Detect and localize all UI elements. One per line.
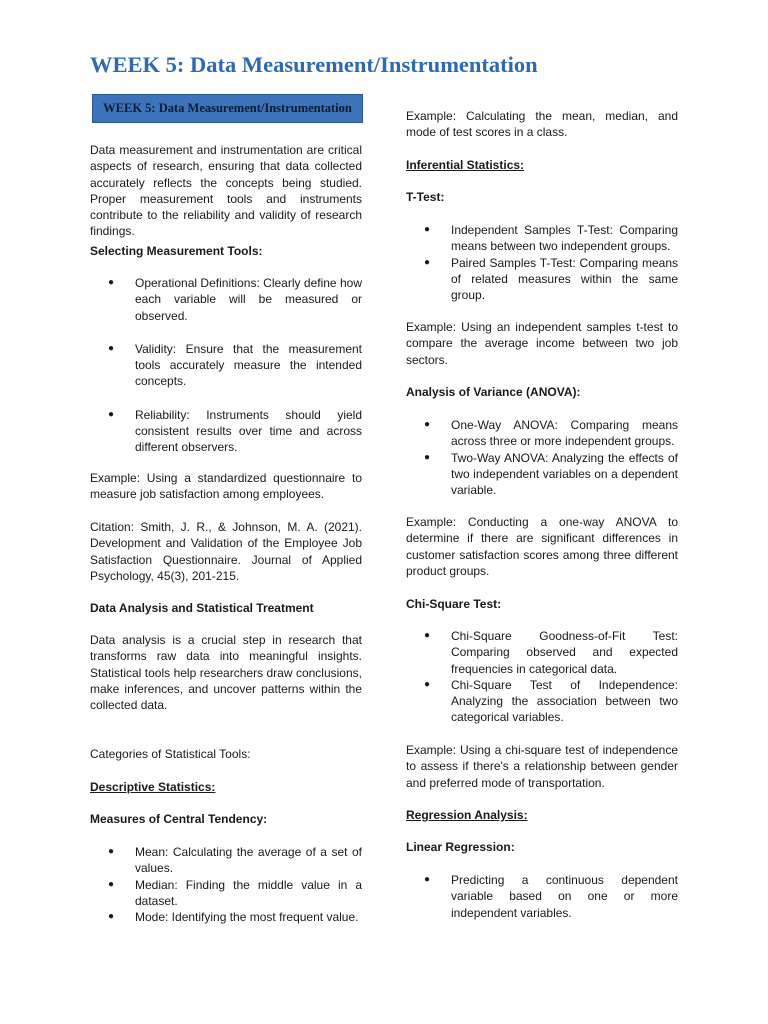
page-title: WEEK 5: Data Measurement/Instrumentation — [90, 52, 538, 77]
chi-square-example-paragraph: Example: Using a chi-square test of independence to assess if there's a relationship between gender and preferred mode of transportation. — [406, 743, 678, 790]
ttest-heading: T-Test: — [406, 190, 445, 204]
list-item: ● Independent Samples T-Test: Comparing means between two independent groups. — [424, 223, 678, 254]
central-tendency-list — [90, 844, 362, 925]
bullet-icon: ● — [424, 678, 431, 690]
linear-regression-heading: Linear Regression: — [406, 840, 515, 854]
bullet-icon: ● — [424, 224, 431, 235]
example-paragraph: Example: Using a standardized questionnaire to measure job satisfaction among employees. — [90, 471, 362, 502]
anova-list — [406, 417, 678, 498]
list-item: ● Reliability: Instruments should yield consistent results over time and across different observers. — [108, 407, 362, 455]
regression-heading: Regression Analysis: — [406, 808, 528, 822]
list-item: ● Paired Samples T-Test: Comparing means of related measures within the same group. — [424, 255, 678, 303]
list-item: ● Median: Finding the middle value in a dataset. — [108, 877, 362, 908]
chi-square-heading: Chi-Square Test: — [406, 597, 502, 611]
bullet-icon: ● — [108, 911, 115, 923]
central-example-paragraph: Example: Calculating the mean, median, and mode of test scores in a class. — [406, 109, 678, 140]
list-item: ● Two-Way ANOVA: Analyzing the effects of two independent variables on a dependent variable. — [424, 450, 678, 498]
ttest-example-paragraph: Example: Using an independent samples t-test to compare the average income between two job sectors. — [406, 320, 678, 367]
central-tendency-heading: Measures of Central Tendency: — [90, 812, 268, 826]
list-item: ● One-Way ANOVA: Comparing means across three or more independent groups. — [424, 418, 678, 449]
selecting-tools-list — [90, 275, 362, 456]
bullet-icon: ● — [108, 342, 115, 354]
ttest-list — [406, 222, 678, 303]
list-item: ● Operational Definitions: Clearly define how each variable will be measured or observed. — [108, 276, 362, 323]
intro-paragraph: Data measurement and instrumentation are critical aspects of research, ensuring that data collected accurately reflects the concepts being studied. Proper measurement tools and instruments contribute to the reliability and validity of research findings. — [90, 143, 362, 239]
bullet-icon: ● — [108, 277, 115, 288]
bullet-icon: ● — [424, 874, 431, 885]
list-item: ● Chi-Square Test of Independence: Analyzing the association between two categorical variables. — [424, 677, 678, 725]
bullet-icon: ● — [108, 878, 115, 890]
bullet-icon: ● — [108, 846, 115, 857]
banner-text: WEEK 5: Data Measurement/Instrumentation — [103, 101, 352, 115]
bullet-icon: ● — [108, 408, 115, 420]
inferential-heading: Inferential Statistics: — [406, 158, 525, 172]
list-item: ● Mean: Calculating the average of a set of values. — [108, 845, 362, 876]
list-item: ● Predicting a continuous dependent variable based on one or more independent variables. — [424, 873, 678, 920]
linear-regression-list — [406, 872, 678, 921]
list-item: ● Chi-Square Goodness-of-Fit Test: Comparing observed and expected frequencies in categorical data. — [424, 629, 678, 676]
list-item: ● Mode: Identifying the most frequent value. — [108, 910, 359, 925]
list-item: ● Validity: Ensure that the measurement tools accurately measure the intended concepts. — [108, 341, 362, 389]
chi-square-list — [406, 628, 678, 726]
anova-example-paragraph: Example: Conducting a one-way ANOVA to determine if there are significant differences in customer satisfaction scores among three different product groups. — [406, 515, 678, 578]
bullet-icon: ● — [424, 419, 431, 430]
anova-heading: Analysis of Variance (ANOVA): — [406, 385, 581, 399]
selecting-tools-heading: Selecting Measurement Tools: — [90, 244, 263, 258]
analysis-paragraph: Data analysis is a crucial step in research that transforms raw data into meaningful insights. Statistical tools help researchers draw conclusions, make inferences, and uncover patterns within the collected data. — [90, 633, 362, 713]
categories-label: Categories of Statistical Tools: — [90, 747, 251, 761]
citation-paragraph: Citation: Smith, J. R., & Johnson, M. A. (2021). Development and Validation of the Employee Job Satisfaction Questionnaire. Journal of Applied Psychology, 45(3), 201-215. — [90, 520, 362, 583]
descriptive-heading: Descriptive Statistics: — [90, 780, 216, 794]
analysis-heading: Data Analysis and Statistical Treatment — [90, 601, 314, 615]
bullet-icon: ● — [424, 630, 431, 641]
bullet-icon: ● — [424, 451, 431, 463]
bullet-icon: ● — [424, 256, 431, 268]
week-banner — [92, 94, 363, 123]
